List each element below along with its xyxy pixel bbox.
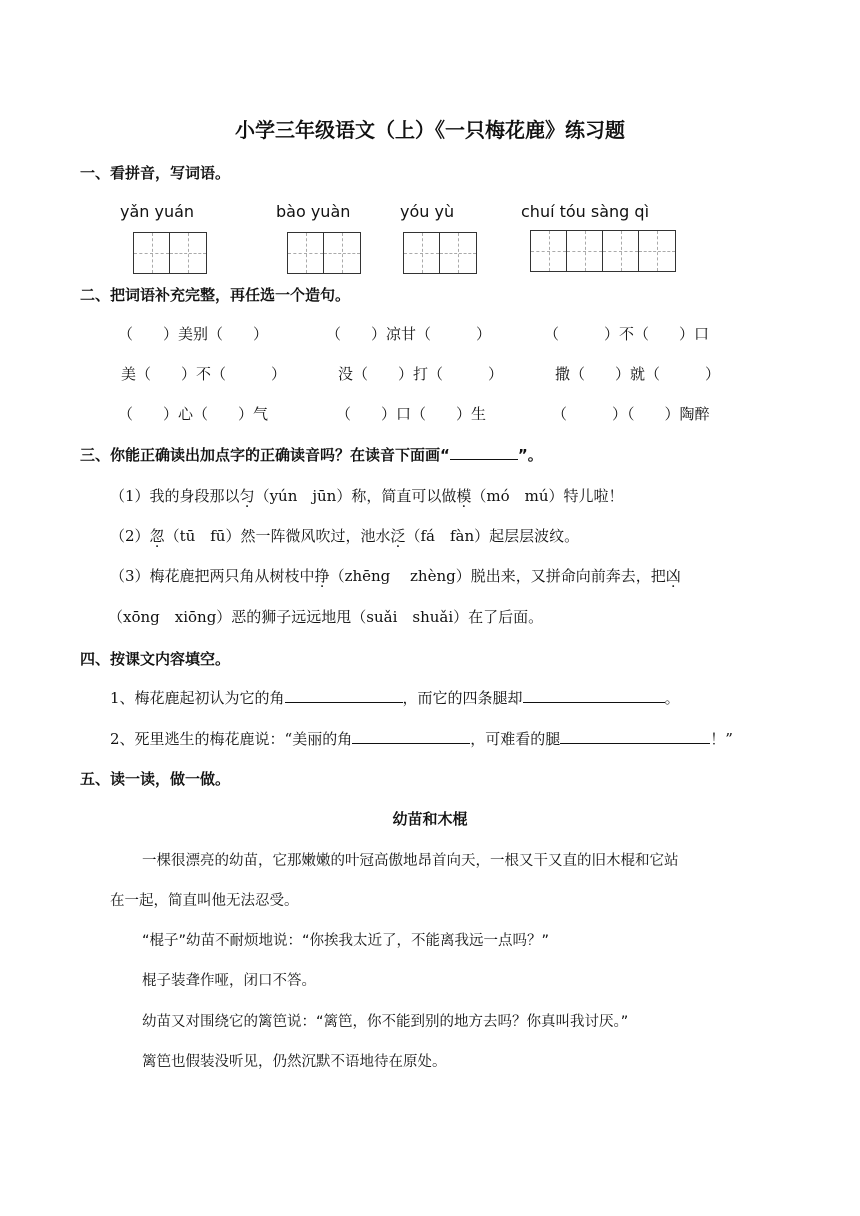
idiom-row1-item3: （ ）不（ ）口 — [544, 325, 710, 343]
section-5-heading: 五、读一读，做一做。 — [80, 770, 231, 788]
section-3-heading — [80, 444, 543, 465]
section-3-heading-end: ”。 — [517, 446, 543, 464]
reading-line-1 — [110, 485, 624, 506]
fill-line-2-a: 2、死里逃生的梅花鹿说：“美丽的角 — [110, 730, 353, 748]
idiom-row1-item1: （ ）美别（ ） — [118, 325, 269, 343]
fill-blank-4[interactable] — [560, 729, 710, 744]
fill-line-1-a: 1、梅花鹿起初认为它的角 — [110, 689, 285, 707]
reading-line-2-a: （2） — [110, 527, 150, 545]
fill-line-2-b: ，可难看的腿 — [470, 730, 561, 748]
pinyin-group-4: chuí tóu sàng qì — [521, 202, 650, 221]
underline-sample — [450, 445, 518, 460]
pinyin-group-1: yǎn yuán — [120, 202, 195, 221]
dotted-char: 匀 — [239, 487, 255, 505]
story-para-3: 棍子装聋作哑，闭口不答。 — [142, 973, 316, 989]
dotted-char: 泛 — [390, 527, 406, 545]
pinyin-group-2: bào yuàn — [276, 202, 351, 221]
section-3-heading-text: 三、你能正确读出加点字的正确读音吗？在读音下面画“ — [80, 446, 450, 464]
dotted-char: 模 — [456, 487, 472, 505]
idiom-row3-item3: （ ）（ ）陶醉 — [552, 405, 710, 423]
story-para-2: “棍子”幼苗不耐烦地说：“你挨我太近了，不能离我远一点吗？” — [142, 933, 550, 949]
story-para-1a: 一棵很漂亮的幼苗，它那嫩嫩的叶冠高傲地昂首向天，一根又干又直的旧木棍和它站 — [142, 853, 679, 869]
story-para-1b: 在一起，简直叫他无法忍受。 — [110, 893, 299, 909]
section-4-heading: 四、按课文内容填空。 — [80, 650, 231, 668]
dotted-char: 凶 — [665, 567, 681, 585]
fill-line-1-b: ，而它的四条腿却 — [402, 689, 523, 707]
idiom-row3-item1: （ ）心（ ）气 — [118, 405, 269, 423]
writing-grid-2[interactable] — [287, 232, 361, 274]
reading-line-1-b[interactable]: （yún jūn）称，简直可以做 — [254, 487, 457, 505]
dotted-char: 忽 — [149, 527, 165, 545]
writing-grid-3[interactable] — [403, 232, 477, 274]
idiom-row2-item2: 没（ ）打（ ） — [338, 365, 504, 383]
reading-line-3-a: （3）梅花鹿把两只角从树枝中 — [110, 567, 315, 585]
reading-line-1-a: （1）我的身段那以 — [110, 487, 240, 505]
idiom-row3-item2: （ ）口（ ）生 — [336, 405, 487, 423]
reading-line-4[interactable]: （xōng xiōng）恶的狮子远远地甩（suǎi shuǎi）在了后面。 — [108, 608, 544, 626]
writing-grid-1[interactable] — [133, 232, 207, 274]
idiom-row2-item1: 美（ ）不（ ） — [121, 365, 287, 383]
reading-line-2-b[interactable]: （tū fū）然一阵微风吹过，池水 — [164, 527, 391, 545]
fill-blank-2[interactable] — [523, 688, 665, 703]
section-2-heading: 二、把词语补充完整，再任选一个造句。 — [80, 286, 351, 304]
story-para-4: 幼苗又对围绕它的篱笆说：“篱笆，你不能到别的地方去吗？你真叫我讨厌。” — [142, 1014, 629, 1030]
section-1-heading: 一、看拼音，写词语。 — [80, 164, 231, 182]
story-title: 幼苗和木棍 — [392, 810, 468, 828]
idiom-row2-item3: 撒（ ）就（ ） — [555, 365, 721, 383]
fill-blank-3[interactable] — [352, 729, 470, 744]
reading-line-2 — [110, 525, 579, 546]
page-title: 小学三年级语文（上）《一只梅花鹿》练习题 — [235, 118, 625, 142]
fill-line-2 — [110, 728, 733, 749]
reading-line-1-d[interactable]: （mó mú）特儿啦！ — [471, 487, 624, 505]
pinyin-group-3: yóu yù — [400, 202, 455, 221]
reading-line-2-d[interactable]: （fá fàn）起层层波纹。 — [405, 527, 580, 545]
fill-line-1 — [110, 687, 680, 708]
reading-line-3-b[interactable]: （zhēng zhèng）脱出来，又拼命向前奔去，把 — [329, 567, 666, 585]
fill-blank-1[interactable] — [285, 688, 403, 703]
dotted-char: 挣 — [314, 567, 330, 585]
fill-line-1-c: 。 — [664, 689, 680, 707]
fill-line-2-c: ！” — [710, 730, 733, 748]
reading-line-3 — [110, 565, 681, 586]
writing-grid-4[interactable] — [530, 230, 676, 272]
idiom-row1-item2: （ ）凉甘（ ） — [326, 325, 492, 343]
story-para-5: 篱笆也假装没听见，仍然沉默不语地待在原处。 — [142, 1054, 447, 1070]
